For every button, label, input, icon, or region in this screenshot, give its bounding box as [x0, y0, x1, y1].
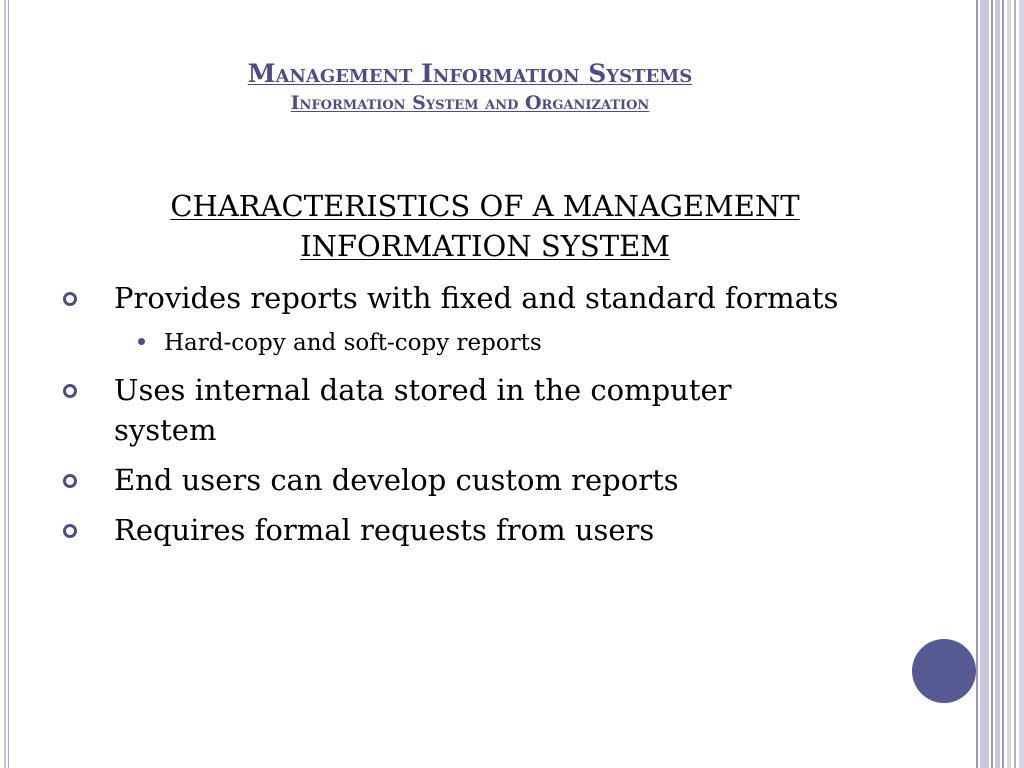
ring-bullet-icon [63, 384, 77, 398]
stripe [995, 0, 1000, 768]
bullet-item [60, 278, 840, 318]
bullet-item [60, 370, 840, 450]
sub-bullet-item [60, 328, 840, 358]
bullet-list [60, 278, 840, 560]
ring-bullet-icon [63, 292, 77, 306]
dot-bullet-icon [138, 338, 145, 345]
stripe [1019, 0, 1024, 768]
stripe [1002, 0, 1004, 768]
stripe [976, 0, 978, 768]
bullet-text: End users can develop custom reports [114, 463, 679, 497]
stripe [1007, 0, 1011, 768]
slide-title [10, 58, 930, 116]
ring-bullet-icon [63, 474, 77, 488]
title-line-1: Management Information Systems [247, 59, 693, 88]
bullet-text: Uses internal data stored in the computer system [114, 373, 732, 447]
bullet-text: Provides reports with fixed and standard formats [114, 281, 839, 315]
bullet-text: Requires formal requests from users [114, 513, 655, 547]
bullet-item [60, 460, 840, 500]
title-line-2: Information System and Organization [290, 92, 650, 114]
stripe [1014, 0, 1016, 768]
sub-bullet-text: Hard-copy and soft-copy reports [164, 330, 542, 356]
stripe [980, 0, 989, 768]
decorative-circle [912, 639, 976, 703]
ring-bullet-icon [63, 524, 77, 538]
bullet-item [60, 510, 840, 550]
right-stripes-decoration [976, 0, 1024, 768]
content-heading: CHARACTERISTICS OF A MANAGEMENT INFORMATION SYSTEM [170, 189, 800, 263]
stripe [991, 0, 993, 768]
left-border-decoration [0, 0, 9, 768]
